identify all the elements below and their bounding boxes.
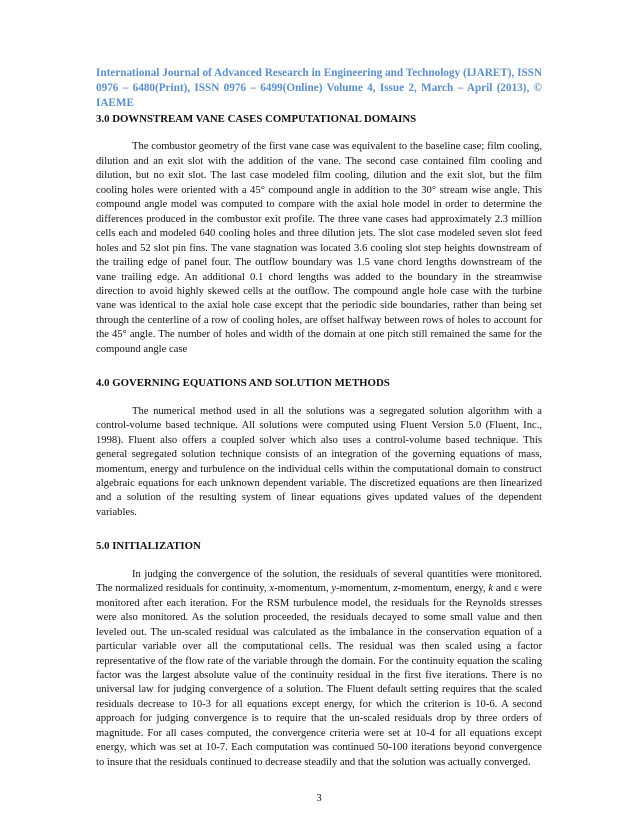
init-var-z: z: [393, 583, 398, 595]
section-heading-governing-equations: 4.0 GOVERNING EQUATIONS AND SOLUTION METHODS: [96, 377, 390, 390]
init-text-2: -momentum,: [274, 583, 332, 595]
page-number: 3: [316, 793, 322, 804]
init-text-5: and ε were monitored after each iteration. For the RSM turbulence model, the residuals for the Reynolds stresses were also monitored. As the solution proceeded, the residuals decayed to some small value and then leveled out. The un-scaled residual was calculated as the imbalance in the conservation equation of a particular variable over all the computational cells. The residual was then scaled using a factor representative of the flow rate of the variable through the domain. For the continuity equation the scaling factor was the largest absolute value of the continuity residual in the first five iterations. There is no universal law for judging convergence of a solution. The Fluent default setting requires that the scaled residuals decrease to 10-3 for all equations except energy, for which the criterion is 10-6. A second approach for judging convergence is to require that the un-scaled residuals drop by three orders of magnitude. For all cases computed, the convergence criteria were set at 10-4 for all equations except energy, which was set at 10-7. Each computation was continued 50-100 iterations beyond convergence to insure that the residuals continued to decrease steadily and that the solution was actually converged.: [96, 583, 542, 768]
init-var-x: x: [269, 583, 275, 595]
section-body-governing-equations: The numerical method used in all the solutions was a segregated solution algorithm with a control-volume based technique. All solutions were computed using Fluent Version 5.0 (Fluent, Inc., 1998). Fluent also offers a coupled solver which also uses a control-volume based technique. This general segregated solution technique consists of an integration of the governing equations of mass, momentum, energy and turbulence on the individual cells within the computational domain to construct algebraic equations for each unknown dependent variable. The discretized equations are then linearized and a solution of the resulting system of linear equations gives updated values of the dependent variables.: [96, 405, 542, 518]
page-content: [96, 112, 542, 770]
section-heading-downstream-vane: 3.0 DOWNSTREAM VANE CASES COMPUTATIONAL DOMAINS: [96, 113, 417, 125]
init-var-y: y: [331, 583, 337, 595]
section-heading-initialization: 5.0 INITIALIZATION: [96, 540, 201, 553]
section-body-initialization: [96, 568, 542, 770]
section-body-downstream-vane: The combustor geometry of the first vane case was equivalent to the baseline case; film cooling, dilution and an exit slot with the addition of the vane. The second case contained film cooling and dilution, but no exit slot. The last case modeled film cooling, dilution and the exit slot, but the film cooling holes were oriented with a 45° compound angle in addition to the 30° stream wise angle. This compound angle model was computed to compare with the axial hole model in order to determine the differences produced in the combustor exit profile. The three vane cases had approximately 2.3 million cells each and modeled 640 cooling holes and three dilution jets. The slot case modeled seven slot feed holes and 52 slot pin fins. The vane stagnation was located 3.6 cooling slot step heights downstream of the trailing edge of panel four. The outflow boundary was 1.5 vane chord lengths downstream of the vane trailing edge. An additional 0.1 chord lengths was added to the boundary in the streamwise direction to avoid highly skewed cells at the outflow. The compound angle hole case with the turbine vane was identical to the axial hole case except that the periodic side boundaries, rather than being set through the centerline of a row of cooling holes, are offset halfway between rows of holes to account for the 45° angle. The number of holes and width of the domain at one pitch still remained the same for the compound angle case: [96, 141, 542, 355]
init-text-4: -momentum, energy,: [397, 583, 489, 595]
init-text-1: In judging the convergence of the solution, the residuals of several quantities were monitored. The normalized residuals for continuity,: [96, 568, 542, 595]
journal-header: International Journal of Advanced Research in Engineering and Technology (IJARET), ISSN 0976 – 6480(Print), ISSN 0976 – 6499(Online) Volume 4, Issue 2, March – April (2013), © IAEME: [96, 67, 542, 109]
init-var-k: k: [488, 583, 494, 595]
init-text-3: -momentum,: [336, 583, 394, 595]
